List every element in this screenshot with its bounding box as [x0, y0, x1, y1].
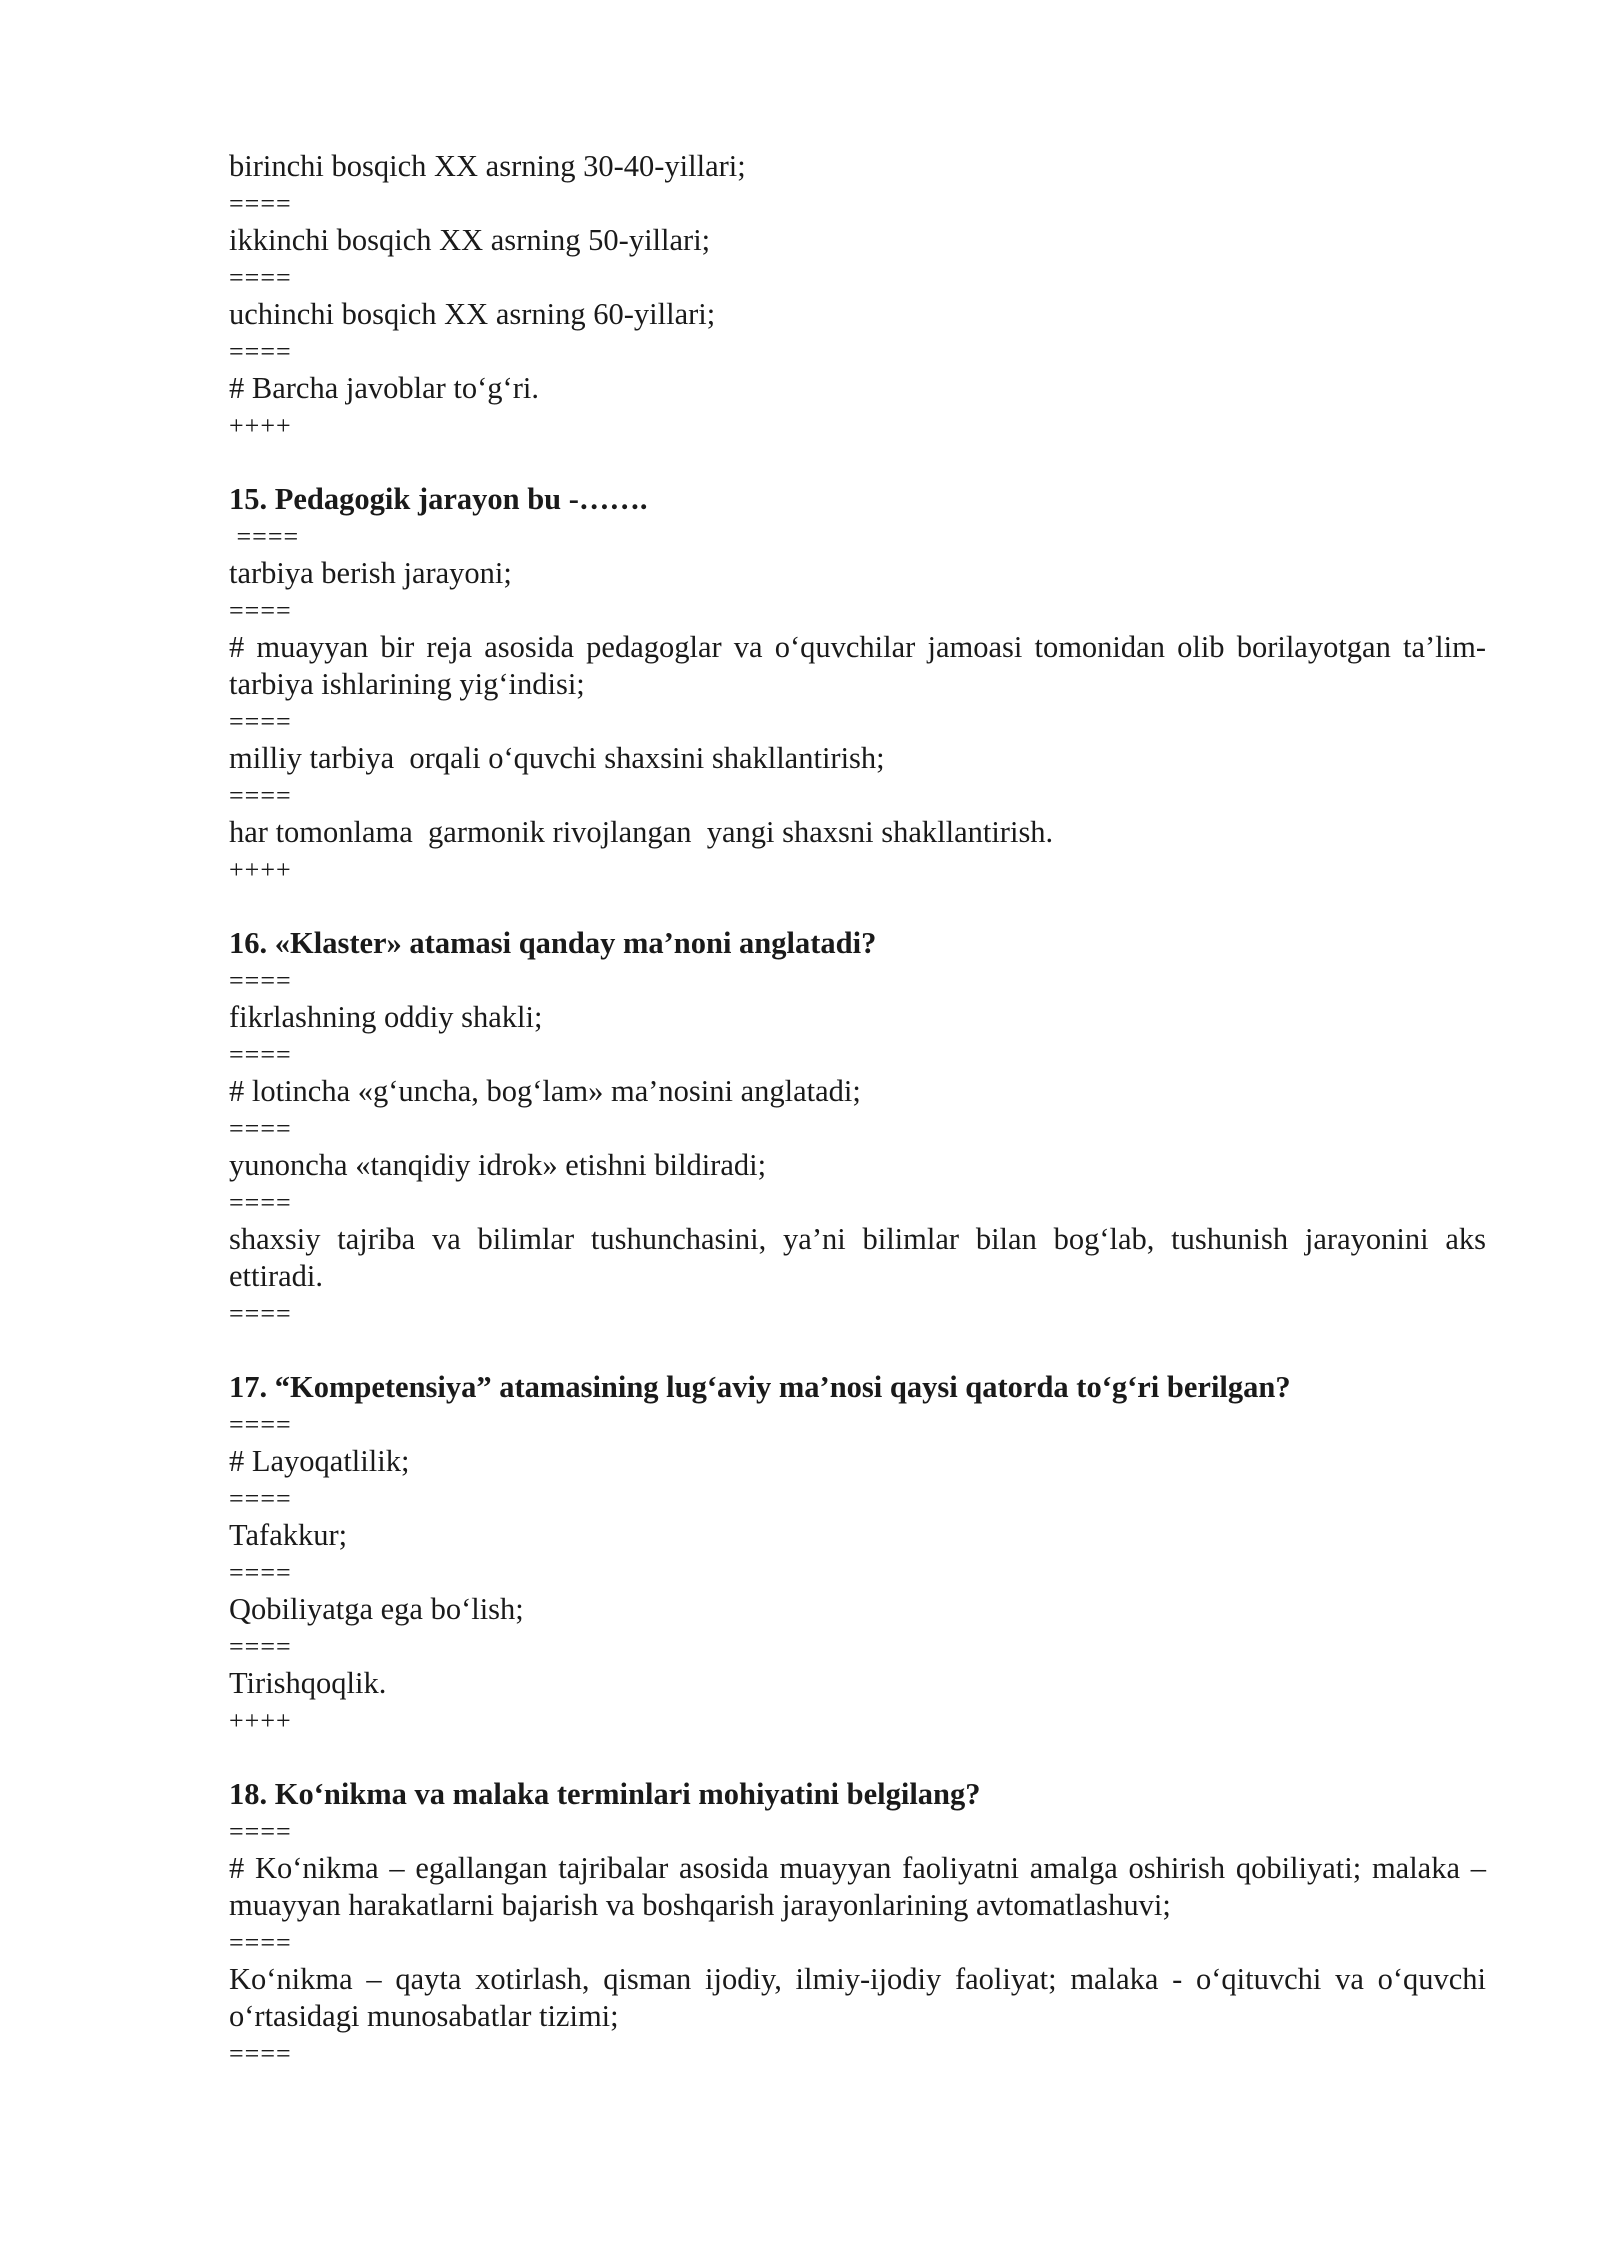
option-a-correct: # Ko‘nikma – egallangan tajribalar asosida muayyan faoliyatni amalga oshirish qobiliyati; malaka – muayyan harakatlarni bajarish va boshqarish jarayonlarining avtomatlashuvi; [229, 1851, 1486, 1922]
option-separator: ==== [229, 1188, 292, 1217]
option-separator: ==== [229, 1040, 292, 1069]
option-separator: ==== [229, 966, 292, 995]
option-separator: ==== [229, 1632, 292, 1661]
option-c: Qobiliyatga ega bo‘lish; [229, 1592, 524, 1626]
question-18 [229, 1776, 1486, 2072]
option-b: Ko‘nikma – qayta xotirlash, qisman ijodiy, ilmiy-ijodiy faoliyat; malaka - o‘qituvchi va o‘quvchi o‘rtasidagi munosabatlar tizimi; [229, 1962, 1486, 2033]
option-separator: ==== [229, 1928, 292, 1957]
option-b-correct: # muayyan bir reja asosida pedagoglar va o‘quvchilar jamoasi tomonidan olib borilayotgan ta’lim-tarbiya ishlarining yig‘indisi; [229, 630, 1486, 701]
option-separator: ==== [229, 522, 300, 551]
option-separator: ==== [229, 263, 292, 292]
option-d: Tirishqoqlik. [229, 1666, 387, 1700]
question-15 [229, 481, 1486, 888]
option-separator: ==== [229, 337, 292, 366]
option-separator: ==== [229, 1410, 292, 1439]
option-separator: ==== [229, 1817, 292, 1846]
spacer [229, 888, 1486, 925]
option-b: ikkinchi bosqich XX asrning 50-yillari; [229, 223, 711, 257]
question-17 [229, 1369, 1486, 1739]
option-d-correct: # Barcha javoblar to‘g‘ri. [229, 371, 539, 405]
option-separator: ==== [229, 1484, 292, 1513]
spacer [229, 444, 1486, 481]
option-a: birinchi bosqich XX asrning 30-40-yillari; [229, 149, 746, 183]
question-title: 18. Ko‘nikma va malaka terminlari mohiyatini belgilang? [229, 1777, 981, 1811]
question-title: 17. “Kompetensiya” atamasining lug‘aviy ma’nosi qaysi qatorda to‘g‘ri berilgan? [229, 1370, 1291, 1404]
question-end-marker: ++++ [229, 1706, 292, 1735]
option-a: tarbiya berish jarayoni; [229, 556, 512, 590]
option-c: uchinchi bosqich XX asrning 60-yillari; [229, 297, 716, 331]
question-14-options [229, 148, 1486, 444]
document-page [229, 148, 1486, 2072]
option-b: Tafakkur; [229, 1518, 348, 1552]
spacer [229, 1739, 1486, 1776]
option-separator: ==== [229, 707, 292, 736]
option-separator: ==== [229, 781, 292, 810]
option-a-correct: # Layoqatlilik; [229, 1444, 410, 1478]
question-title: 15. Pedagogik jarayon bu -……. [229, 482, 648, 516]
option-d: shaxsiy tajriba va bilimlar tushunchasini, ya’ni bilimlar bilan bog‘lab, tushunish jarayonini aks ettiradi. [229, 1222, 1486, 1293]
option-d: har tomonlama garmonik rivojlangan yangi shaxsni shakllantirish. [229, 815, 1054, 849]
question-end-marker: ==== [229, 1299, 292, 1328]
question-16 [229, 925, 1486, 1332]
option-separator: ==== [229, 1114, 292, 1143]
option-c: yunoncha «tanqidiy idrok» etishni bildiradi; [229, 1148, 767, 1182]
option-separator: ==== [229, 2039, 292, 2068]
option-separator: ==== [229, 1558, 292, 1587]
option-b-correct: # lotincha «g‘uncha, bog‘lam» ma’nosini anglatadi; [229, 1074, 861, 1108]
option-separator: ==== [229, 189, 292, 218]
question-end-marker: ++++ [229, 411, 292, 440]
question-end-marker: ++++ [229, 855, 292, 884]
option-c: milliy tarbiya orqali o‘quvchi shaxsini shakllantirish; [229, 741, 885, 775]
option-a: fikrlashning oddiy shakli; [229, 1000, 543, 1034]
spacer [229, 1332, 1486, 1369]
question-title: 16. «Klaster» atamasi qanday ma’noni anglatadi? [229, 926, 877, 960]
option-separator: ==== [229, 596, 292, 625]
